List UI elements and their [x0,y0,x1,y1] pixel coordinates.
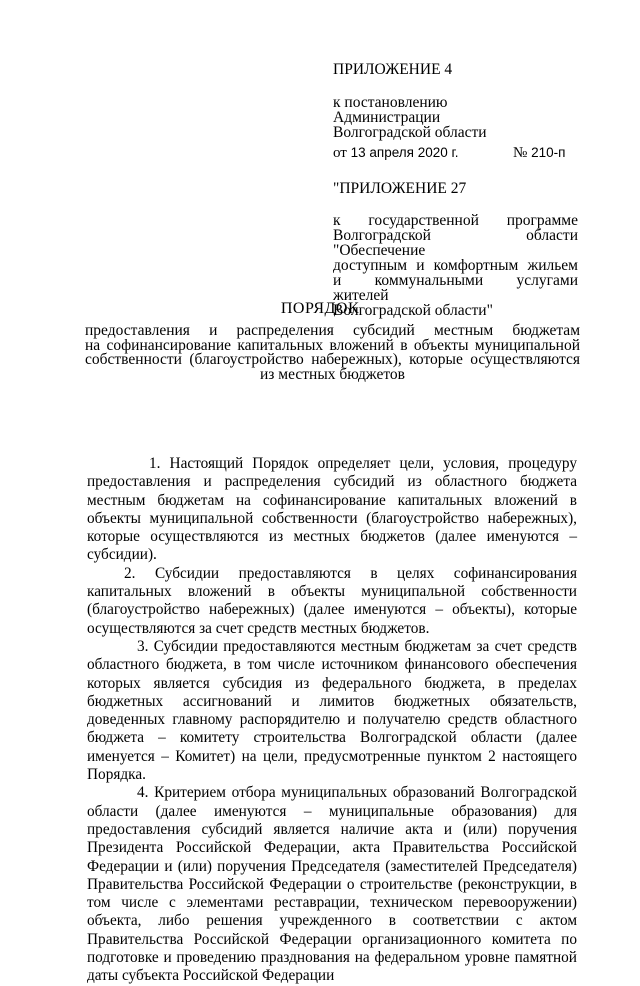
appendix27-line: доступным и комфортным жильем [333,257,578,274]
appendix-region: Волгоградской области [333,124,487,141]
appendix-administration: Администрации [333,109,441,126]
document-subheading [85,324,580,382]
paragraph-3: 3. Субсидии предоставляются местным бюджетам за счет средств областного бюджета, в том числе источником финансового обеспечения которых является субсидия из федерального бюджета, в пределах бюджетных ассигнований и лимитов бюджетных обязательств, доведенных главному распорядителю и получателю средств областного бюджета – комитету строительства Волгоградской области (далее именуется – Комитет) на цели, предусмотренные пунктом 2 настоящего Порядка. [87,637,577,784]
subheading-line: на софинансирование капитальных вложений в объекты муниципальной [85,336,580,354]
number-label: № [513,145,528,161]
resolution-date: 13 апреля 2020 г. [350,145,459,160]
appendix27-line: Волгоградской области" [333,302,493,319]
resolution-number: 210-п [531,145,566,160]
appendix27-line: и коммунальными услугами жителей [333,272,578,304]
resolution-number-wrap [513,145,565,161]
document-body [87,455,577,986]
appendix27-title: "ПРИЛОЖЕНИЕ 27 [333,180,467,197]
appendix-to-resolution: к постановлению [333,94,448,111]
appendix27-line: к государственной программе [333,212,578,229]
date-from-label: от [333,145,347,161]
appendix-27-block [333,181,578,318]
appendix-title: ПРИЛОЖЕНИЕ 4 [333,61,453,78]
appendix-4-block [333,62,583,140]
subheading-line: собственности (благоустройство набережных), которые осуществляются [85,351,580,369]
subheading-line: из местных бюджетов [260,365,405,383]
document-heading: ПОРЯДОК [280,300,360,317]
paragraph-1: 1. Настоящий Порядок определяет цели, условия, процедуру предоставления и распределения субсидий из областного бюджета местным бюджетам на софинансирование капитальных вложений в объекты муниципальной собственности (благоустройство набережных), которые осуществляются из местных бюджетов (далее именуются – субсидии). [87,455,577,564]
resolution-dateline [333,145,578,161]
paragraph-2: 2. Субсидии предоставляются в целях софинансирования капитальных вложений в объекты муниципальной собственности (благоустройство набережных) (далее именуются – объекты), которые осуществляются за счет средств местных бюджетов. [87,564,577,637]
paragraph-4: 4. Критерием отбора муниципальных образований Волгоградской области (далее именуются – муниципальные образования) для предоставления субсидий является наличие акта и (или) поручения Президента Российской Федерации, акта Правительства Российской Федерации и (или) поручения Председателя (заместителей Председателя) Правительства Российской Федерации о строительстве (реконструкции, в том числе с элементами реставрации, техническом перевооружении) объекта, либо решения учрежденного в соответствии с актом Правительства Российской Федерации организационного комитета по подготовке и проведению празднования на федеральном уровне памятной даты субъекта Российской Федерации [87,784,577,985]
subheading-line: предоставления и распределения субсидий местным бюджетам [85,322,580,339]
appendix27-line: Волгоградской области "Обеспечение [333,227,578,259]
